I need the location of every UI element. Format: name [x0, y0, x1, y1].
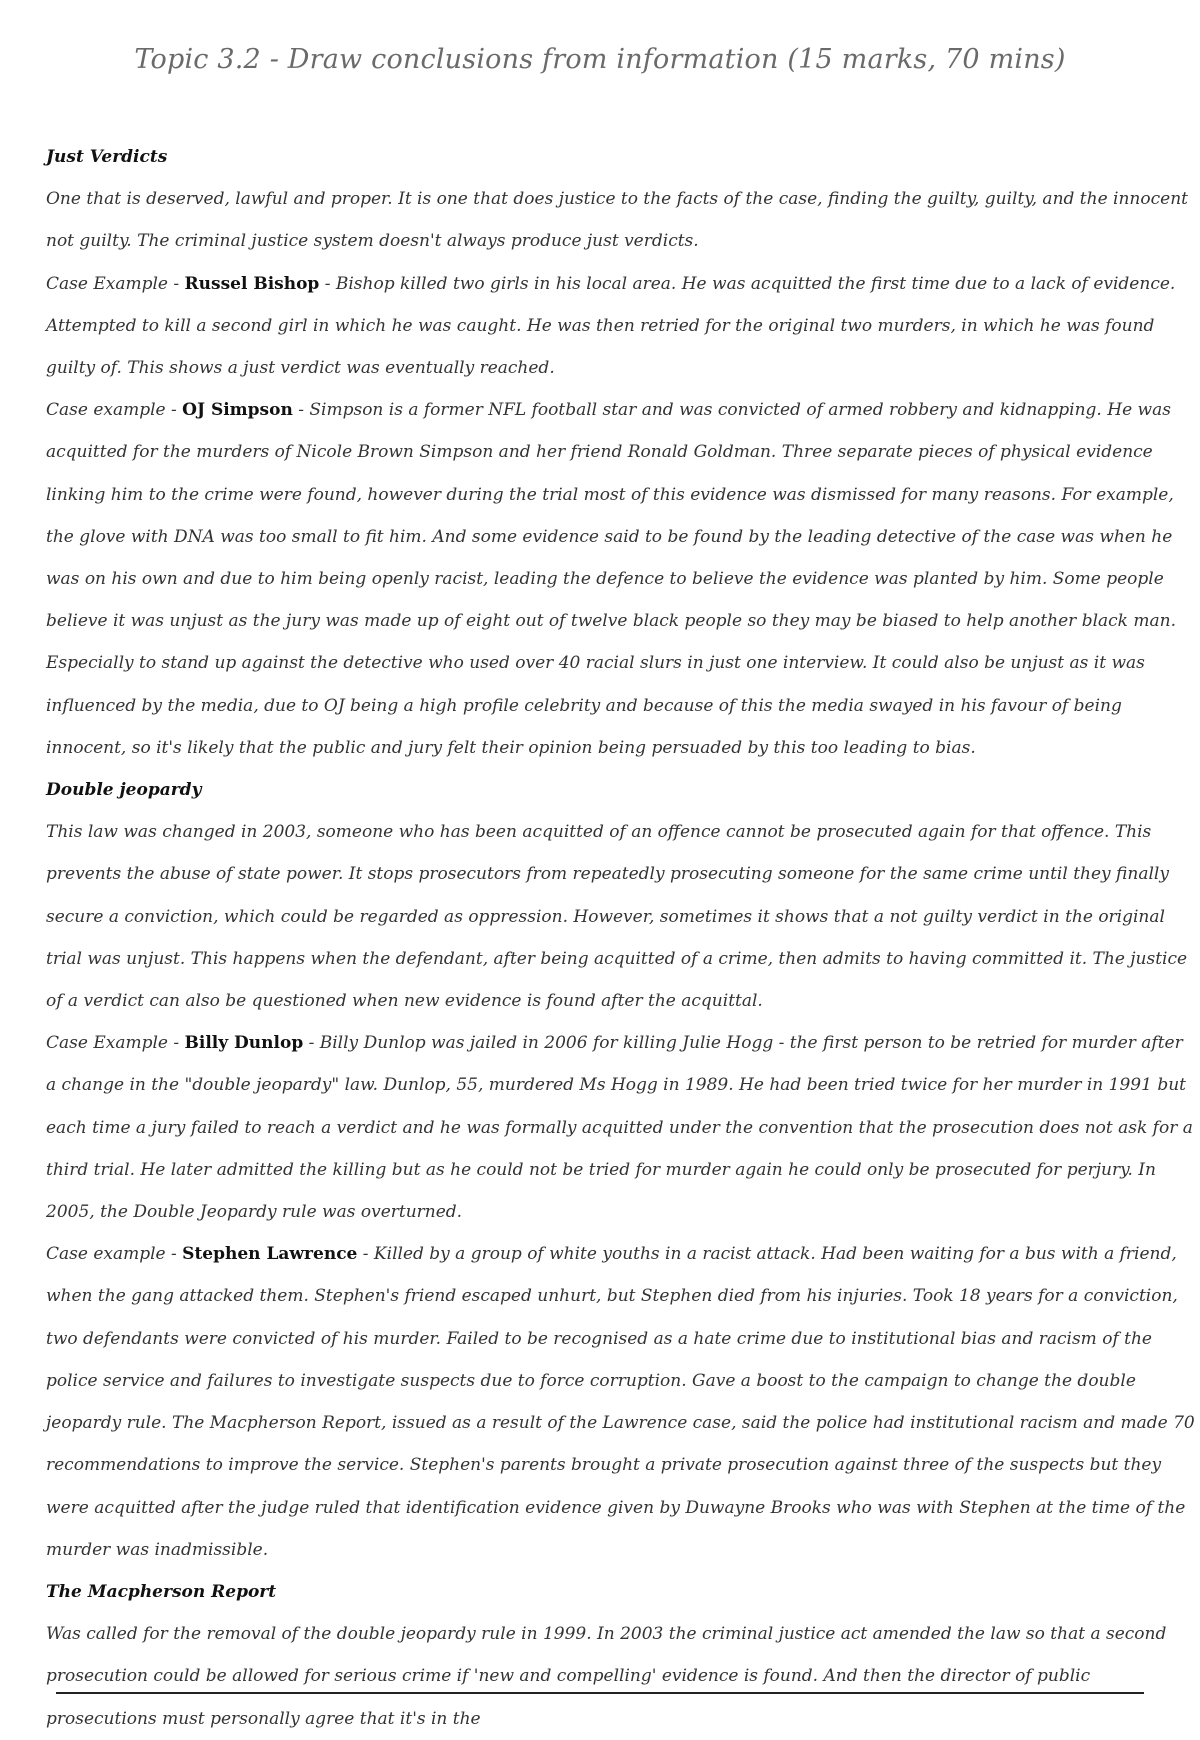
- case-label: Case Example -: [46, 273, 185, 294]
- case-text-stephen-lawrence: - Killed by a group of white youths in a racist attack. Had been waiting for a bus with a friend, when the gang attacked them. Stephen's friend escaped unhurt, but Stephen died from his injuries. Took 18 years for a conviction, two defendants were convicted of his murder. Failed to be recognised as a hate crime due to institutional bias and racism of the police service and failures to investigate suspects due to force corruption. Gave a boost to the campaign to change the double jeopardy rule. The Macpherson Report, issued as a result of the Lawrence case, said the police had institutional racism and made 70 recommendations to improve the service. Stephen's parents brought a private prosecution against three of the suspects but they were acquitted after the judge ruled that identification evidence given by Duwayne Brooks who was with Stephen at the time of the murder was inadmissible.: [46, 1244, 1195, 1560]
- case-label: Case example -: [46, 1244, 183, 1265]
- case-text-russel-bishop: - Bishop killed two girls in his local area. He was acquitted the first time due to a lack of evidence. Attempted to kill a second girl in which he was caught. He was then retried for the original two murders, in which he was found guilty of. This shows a just verdict was eventually reached.: [46, 273, 1176, 379]
- case-text-billy-dunlop: - Billy Dunlop was jailed in 2006 for killing Julie Hogg - the first person to be retried for murder after a change in the "double jeopardy" law. Dunlop, 55, murdered Ms Hogg in 1989. He had been tried twice for her murder in 1991 but each time a jury failed to reach a verdict and he was formally acquitted under the convention that the prosecution does not ask for a third trial. He later admitted the killing but as he could not be tried for murder again he could only be prosecuted for perjury. In 2005, the Double Jeopardy rule was overturned.: [46, 1033, 1193, 1223]
- case-paragraph-stephen-lawrence: [46, 1233, 1196, 1571]
- case-name-oj-simpson: OJ Simpson: [182, 400, 293, 421]
- case-name-billy-dunlop: Billy Dunlop: [184, 1033, 304, 1054]
- document-body: [46, 136, 1196, 1740]
- just-verdicts-definition: One that is deserved, lawful and proper. It is one that does justice to the facts of the case, finding the guilty, guilty, and the innocent not guilty. The criminal justice system doesn't always produce just verdicts.: [46, 189, 1188, 252]
- double-jeopardy-definition: This law was changed in 2003, someone who has been acquitted of an offence cannot be prosecuted again for that offence. This prevents the abuse of state power. It stops prosecutors from repeatedly prosecuting someone for the same crime until they finally secure a conviction, which could be regarded as oppression. However, sometimes it shows that a not guilty verdict in the original trial was unjust. This happens when the defendant, after being acquitted of a crime, then admits to having committed it. The justice of a verdict can also be questioned when new evidence is found after the acquittal.: [46, 822, 1188, 1012]
- case-label: Case Example -: [46, 1033, 185, 1054]
- bottom-divider: [56, 1692, 1144, 1694]
- case-paragraph-russel-bishop: [46, 263, 1196, 390]
- section-heading-double-jeopardy: Double jeopardy: [46, 780, 202, 801]
- case-paragraph-billy-dunlop: [46, 1022, 1196, 1233]
- case-name-russel-bishop: Russel Bishop: [184, 273, 320, 294]
- case-paragraph-oj-simpson: [46, 389, 1196, 769]
- case-text-oj-simpson: - Simpson is a former NFL football star and was convicted of armed robbery and kidnapping. He was acquitted for the murders of Nicole Brown Simpson and her friend Ronald Goldman. Three separate pieces of physical evidence linking him to the crime were found, however during the trial most of this evidence was dismissed for many reasons. For example, the glove with DNA was too small to fit him. And some evidence said to be found by the leading detective of the case was when he was on his own and due to him being openly racist, leading the defence to believe the evidence was planted by him. Some people believe it was unjust as the jury was made up of eight out of twelve black people so they may be biased to help another black man. Especially to stand up against the detective who used over 40 racial slurs in just one interview. It could also be unjust as it was influenced by the media, due to OJ being a high profile celebrity and because of this the media swayed in his favour of being innocent, so it's likely that the public and jury felt their opinion being persuaded by this too leading to bias.: [46, 400, 1176, 758]
- macpherson-report-text: Was called for the removal of the double jeopardy rule in 1999. In 2003 the criminal justice act amended the law so that a second prosecution could be allowed for serious crime if 'new and compelling' evidence is found. And then the director of public prosecutions must personally agree that it's in the: [46, 1624, 1167, 1729]
- case-name-stephen-lawrence: Stephen Lawrence: [182, 1244, 358, 1265]
- case-label: Case example -: [46, 400, 183, 421]
- section-heading-macpherson-report: The Macpherson Report: [46, 1581, 277, 1602]
- document-title: Topic 3.2 - Draw conclusions from information (15 marks, 70 mins): [134, 44, 1066, 75]
- section-heading-just-verdicts: Just Verdicts: [46, 147, 168, 167]
